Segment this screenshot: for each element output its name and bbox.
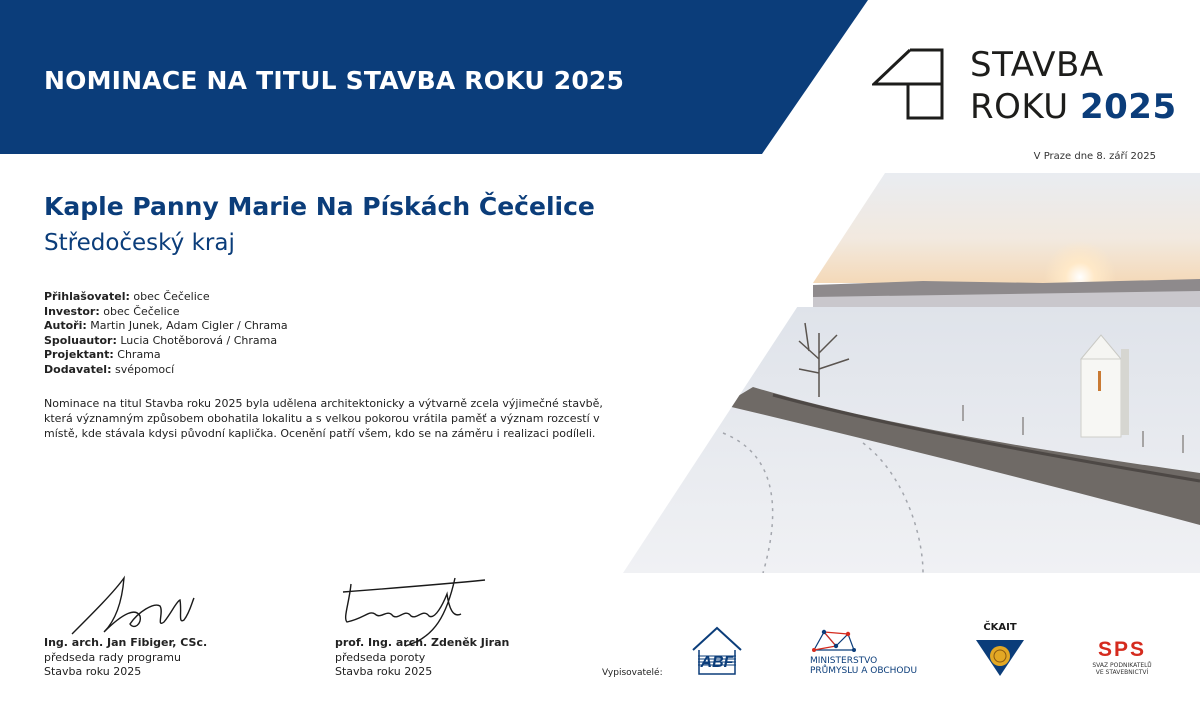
abf-logo-icon [690,624,744,678]
logo-year: 2025 [1079,87,1177,127]
credit-investor: Investor: obec Čečelice [44,304,180,318]
logo-line1: STAVBA [970,45,1104,85]
issue-date: V Praze dne 8. září 2025 [1033,151,1156,162]
credit-authors: Autoři: Martin Junek, Adam Cigler / Chrama [44,319,288,332]
sponsor-abf [690,624,744,678]
signatory-1-name: Ing. arch. Jan Fibiger, CSc. [44,636,208,649]
sps-subtitle-line1: SVAZ PODNIKATELŮ [1092,662,1152,669]
ckait-logo-icon [972,634,1028,678]
svg-text:ABF: ABF [700,654,734,671]
mpo-logo-icon [808,626,858,654]
ckait-name: ČKAIT [983,622,1017,633]
signatory-2-org: Stavba roku 2025 [335,665,433,678]
credit-coauthor: Spoluautor: Lucia Chotěborová / Chrama [44,333,278,347]
stavba-roku-logo-icon [872,48,944,122]
sponsors-label: Vypisovatelé: [602,668,663,678]
banner-title: NOMINACE NA TITUL STAVBA ROKU 2025 [44,66,625,95]
signatory-1-role: předseda rady programu [44,650,181,664]
sps-subtitle-line2: VE STAVEBNICTVÍ [1095,669,1149,676]
credit-designer: Projektant: Chrama [44,348,161,361]
sps-name: SPS [1097,638,1147,661]
sponsor-ckait [972,622,1028,680]
credit-contractor: Dodavatel: svépomocí [44,362,175,376]
mpo-name-line1: MINISTERSTVO [810,656,878,666]
signatory-2 [335,636,509,680]
credits-list [44,290,288,377]
nomination-description: Nominace na titul Stavba roku 2025 byla udělena architektonicky a výtvarně zcela výjimečné stavbě, která významným způsobem obohatila lokalitu a s velkou pokorou vrátila paměť a význam rozcestí v místě, kde stávala kdysi původní kaplička. Ocenění patří všem, kdo se na záměru i realizaci podíleli. [44,397,603,440]
signature-1-icon [64,572,214,642]
sponsor-sps [1086,638,1158,678]
signatory-2-role: předseda poroty [335,650,426,664]
logo-word-roku: ROKU [970,87,1069,127]
chapel-photo [623,173,1200,573]
signatory-1 [44,636,207,680]
mpo-name-line2: PRŮMYSLU A OBCHODU [810,666,918,676]
project-region: Středočeský kraj [44,230,235,256]
credit-applicant: Přihlašovatel: obec Čečelice [44,290,210,303]
signatory-1-org: Stavba roku 2025 [44,665,142,678]
logo-wordmark [970,44,1177,128]
sponsor-mpo [808,626,918,680]
signatory-2-name: prof. Ing. arch. Zdeněk Jiran [335,636,510,649]
logo-line2 [970,86,1177,128]
signature-2-icon [335,574,505,654]
project-title: Kaple Panny Marie Na Pískách Čečelice [44,192,595,221]
